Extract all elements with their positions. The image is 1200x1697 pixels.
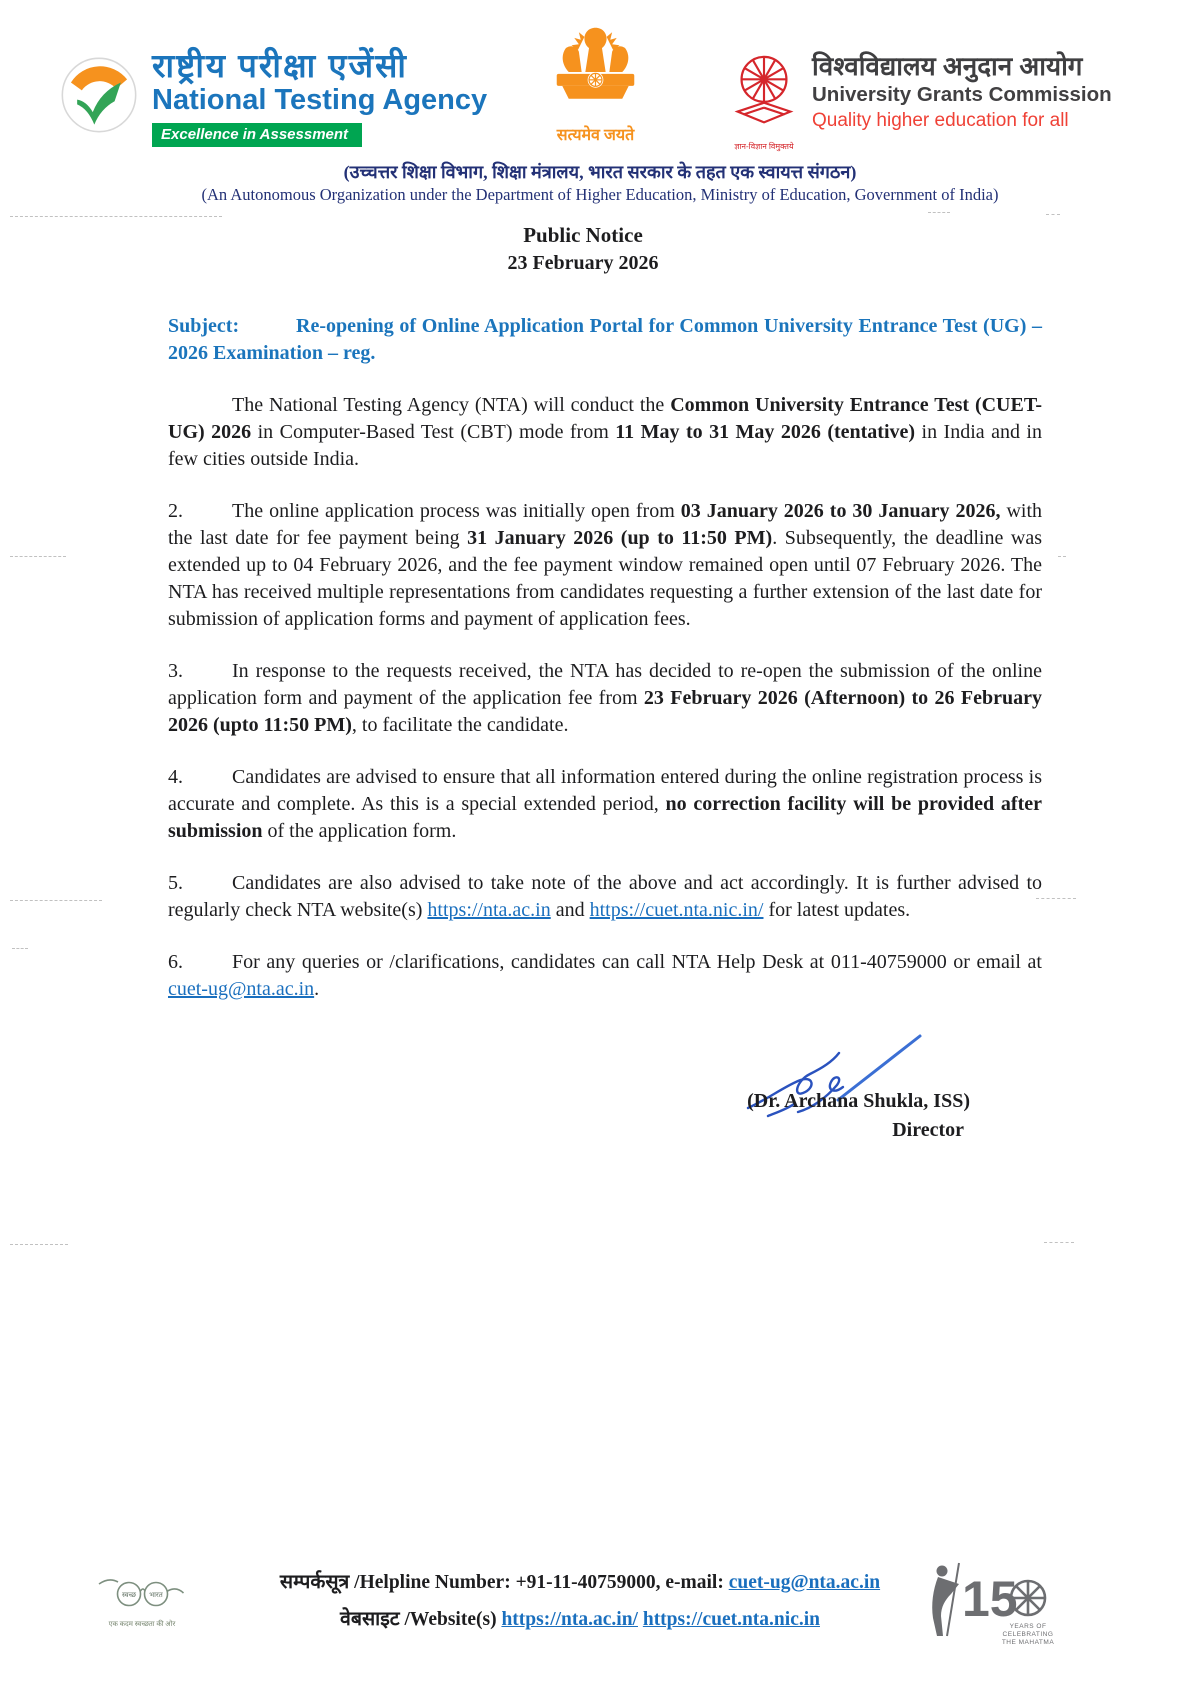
- text-run: 03 January 2026 to 30 January 2026,: [680, 500, 1001, 522]
- swachh-lens-right-text: भारत: [149, 1591, 163, 1599]
- ugc-brand-block: [726, 52, 1112, 152]
- text-run: The online application process was initially open from: [232, 500, 681, 522]
- footer-nta-link[interactable]: https://nta.ac.in/: [501, 1609, 638, 1630]
- subject-label: Subject:: [168, 315, 240, 337]
- paragraph-2: [168, 498, 1042, 633]
- swachh-bharat-logo: [90, 1574, 194, 1629]
- text-run: सम्पर्कसूत्र /Helpline Number: +91-11-40759000, e-mail:: [279, 1572, 729, 1593]
- text-run: वेबसाइट /Website(s): [340, 1609, 502, 1630]
- ugc-logo: [729, 52, 799, 136]
- mahatma-150-number: 15: [962, 1571, 1018, 1627]
- scan-artifact: [10, 900, 102, 901]
- text-run: with the last date for fee payment being: [168, 500, 1042, 549]
- ashoka-emblem-icon: [546, 24, 646, 120]
- paragraph-3: [168, 658, 1042, 739]
- nta-tagline-badge: Excellence in Assessment: [152, 123, 362, 147]
- org-line-hindi: (उच्चत्तर शिक्षा विभाग, शिक्षा मंत्रालय, भारत सरकार के तहत एक स्वायत्त संगठन): [343, 162, 857, 182]
- paragraph-3-text: [168, 660, 1042, 736]
- signatory-name: (Dr. Archana Shukla, ISS): [747, 1090, 970, 1112]
- text-run: , to facilitate the candidate.: [351, 714, 569, 736]
- subject-text: [168, 315, 1042, 364]
- paragraph-4-text: [168, 766, 1042, 842]
- nta-website-link[interactable]: https://nta.ac.in: [427, 899, 551, 921]
- paragraph-1-text: [168, 394, 1042, 470]
- scan-artifact: [10, 216, 222, 217]
- notice-body: [168, 222, 1042, 1144]
- notice-date: 23 February 2026: [507, 252, 659, 274]
- nta-logo: [60, 56, 138, 134]
- nta-hindi-name: राष्ट्रीय परीक्षा एजेंसी: [152, 47, 408, 84]
- footer-cuet-link[interactable]: https://cuet.nta.nic.in: [642, 1609, 820, 1630]
- scan-artifact: [10, 556, 66, 557]
- ugc-names: [812, 52, 1112, 152]
- satyameva-jayate-motto: सत्यमेव जयते: [556, 127, 635, 144]
- mahatma-150-logo: [926, 1558, 1056, 1659]
- organization-subtitle: [0, 160, 1200, 205]
- text-run: 11 May to 31 May 2026 (tentative): [615, 421, 916, 443]
- text-run: Common University Entrance Test (CUET-UG) 2026: [168, 394, 1042, 443]
- footer: [0, 1558, 1200, 1678]
- footer-email-link[interactable]: cuet-ug@nta.ac.in: [728, 1572, 881, 1593]
- swachh-tagline: एक कदम स्वच्छता की ओर: [108, 1620, 176, 1628]
- scan-artifact: [1044, 1242, 1074, 1243]
- text-run: in Computer-Based Test (CBT) mode from: [251, 421, 616, 443]
- nta-english-name: National Testing Agency: [152, 83, 488, 116]
- text-run: of the application form.: [262, 820, 457, 842]
- paragraph-number: 4.: [168, 766, 183, 788]
- scan-artifact: [1058, 556, 1066, 557]
- paragraph-6: [168, 949, 1042, 1003]
- text-run: Candidates are advised to ensure that all information entered during the online registration process is accurate and complete. As this is a special extended period,: [168, 766, 1042, 815]
- ugc-motto-caption: ज्ञान-विज्ञान विमुक्तये: [734, 142, 794, 151]
- text-run: Candidates are also advised to take note of the above and act accordingly. It is further advised to regularly check NTA website(s): [168, 872, 1042, 921]
- scan-artifact: [1036, 898, 1076, 899]
- signature-block: [168, 1028, 1042, 1144]
- text-run: no correction facility will be provided after submission: [168, 793, 1043, 842]
- ugc-english-name: University Grants Commission: [812, 82, 1112, 106]
- notice-title: Public Notice: [523, 223, 643, 247]
- text-run: Re-opening of Online Application Portal for Common University Entrance Test (UG) – 2026 Examination – reg.: [168, 315, 1042, 364]
- scan-artifact: [1046, 214, 1060, 215]
- paragraph-5: [168, 870, 1042, 924]
- text-run: In response to the requests received, the NTA has decided to re-open the submission of the online application form and payment of the application fee from: [168, 660, 1042, 709]
- text-run: in India and in few cities outside India.: [168, 421, 1042, 470]
- text-run: 23 February 2026 (Afternoon) to 26 February 2026 (upto 11:50 PM): [168, 687, 1042, 736]
- footer-contact-block: [242, 1564, 918, 1638]
- paragraph-1: [168, 392, 1042, 473]
- paragraph-number: 2.: [168, 500, 183, 522]
- ashoka-emblem-block: [521, 24, 671, 145]
- text-run: .: [314, 978, 320, 1000]
- scan-artifact: [12, 948, 28, 949]
- swachh-lens-left-text: स्वच्छ: [121, 1591, 137, 1599]
- mahatma-150-icon: [926, 1558, 1054, 1654]
- paragraph-6-text: [168, 951, 1042, 1000]
- text-run: The National Testing Agency (NTA) will conduct the: [232, 394, 671, 416]
- text-run: and: [550, 899, 590, 921]
- paragraph-4: [168, 764, 1042, 845]
- paragraph-number: 3.: [168, 660, 183, 682]
- paragraph-number: 5.: [168, 872, 183, 894]
- help-email-link[interactable]: cuet-ug@nta.ac.in: [168, 978, 315, 1000]
- footer-website-line: [242, 1601, 918, 1638]
- text-run: For any queries or /clarifications, candidates can call NTA Help Desk at 011-40759000 or email at: [232, 951, 1042, 973]
- ugc-hindi-name: विश्वविद्यालय अनुदान आयोग: [812, 51, 1083, 81]
- text-run: 31 January 2026 (up to 11:50 PM): [467, 527, 773, 549]
- nta-brand-block: [60, 48, 487, 147]
- signatory-title: Director: [892, 1119, 964, 1141]
- scan-artifact: [928, 212, 950, 213]
- scan-artifact: [10, 1244, 68, 1245]
- org-line-english: (An Autonomous Organization under the Department of Higher Education, Ministry of Education, Government of India): [201, 185, 999, 204]
- cuet-website-link[interactable]: https://cuet.nta.nic.in/: [589, 899, 764, 921]
- subject-line: [168, 313, 1042, 367]
- swachh-bharat-glasses-icon: [96, 1574, 188, 1616]
- ugc-tagline: Quality higher education for all: [812, 109, 1069, 131]
- paragraph-5-text: [168, 872, 1042, 921]
- text-run: . Subsequently, the deadline was extended up to 04 February 2026, and the fee payment window remained open until 07 February 2026. The NTA has received multiple representations from candidates requesting a further extension of the last date for submission of application forms and payment of application fees.: [168, 527, 1042, 630]
- mahatma-caption-line-2: CELEBRATING: [1002, 1631, 1054, 1638]
- mahatma-caption-line-3: THE MAHATMA: [1001, 1639, 1054, 1646]
- ugc-logo-wrap: [726, 52, 802, 152]
- text-run: for latest updates.: [763, 899, 911, 921]
- mahatma-caption-line-1: YEARS OF: [1009, 1623, 1047, 1630]
- paragraph-number: 6.: [168, 951, 183, 973]
- footer-helpline-line: [242, 1564, 918, 1601]
- nta-names: [152, 48, 487, 147]
- paragraph-2-text: [168, 500, 1042, 630]
